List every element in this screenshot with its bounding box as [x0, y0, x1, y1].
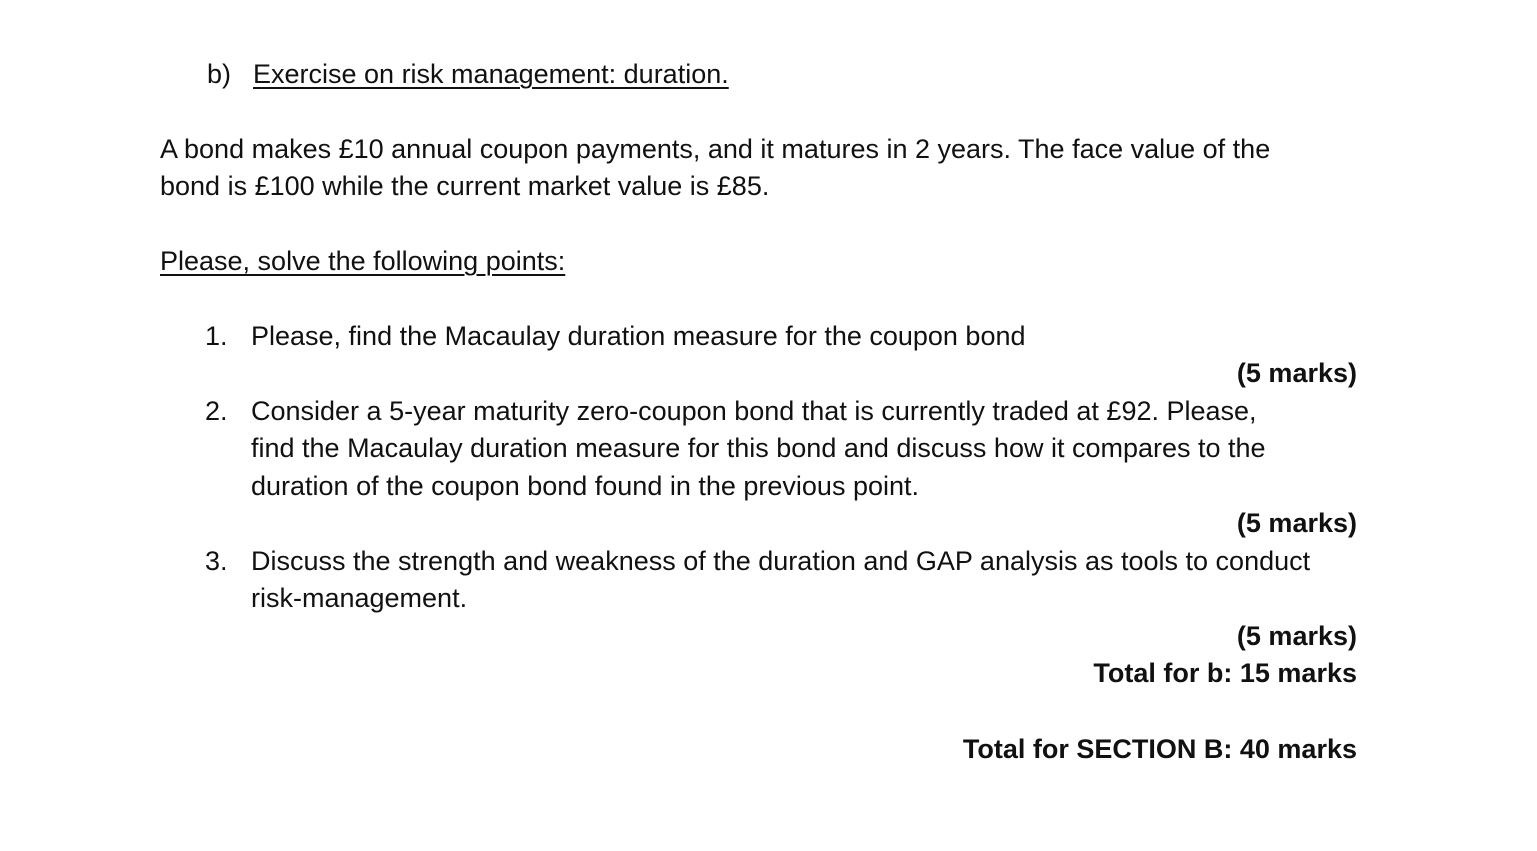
question-text-line: Please, find the Macaulay duration measure for the coupon bond: [251, 321, 1026, 351]
question-number: 2.: [205, 396, 228, 426]
question-text-line: Discuss the strength and weakness of the duration and GAP analysis as tools to conduct: [251, 546, 1311, 576]
question-text-line: risk-management.: [251, 583, 468, 613]
total-section-b: Total for SECTION B: 40 marks: [962, 734, 1357, 764]
intro-line-2: bond is £100 while the current market value is £85.: [160, 171, 770, 201]
total-part-b: Total for b: 15 marks: [1093, 658, 1357, 688]
question-text-line: duration of the coupon bond found in the previous point.: [251, 471, 919, 501]
question-marks: (5 marks): [1236, 508, 1357, 538]
section-marker: b): [207, 59, 232, 89]
question-number: 3.: [205, 546, 228, 576]
question-text-line: find the Macaulay duration measure for this bond and discuss how it compares to the: [251, 433, 1266, 463]
intro-line-1: A bond makes £10 annual coupon payments, and it matures in 2 years. The face value of the: [160, 134, 1271, 164]
question-text-line: Consider a 5-year maturity zero-coupon bond that is currently traded at £92. Please,: [251, 396, 1257, 426]
section-title: Exercise on risk management: duration.: [253, 59, 729, 89]
question-marks: (5 marks): [1236, 621, 1357, 651]
question-marks: (5 marks): [1236, 358, 1357, 388]
question-number: 1.: [205, 321, 228, 351]
instructions-heading: Please, solve the following points:: [160, 246, 566, 276]
